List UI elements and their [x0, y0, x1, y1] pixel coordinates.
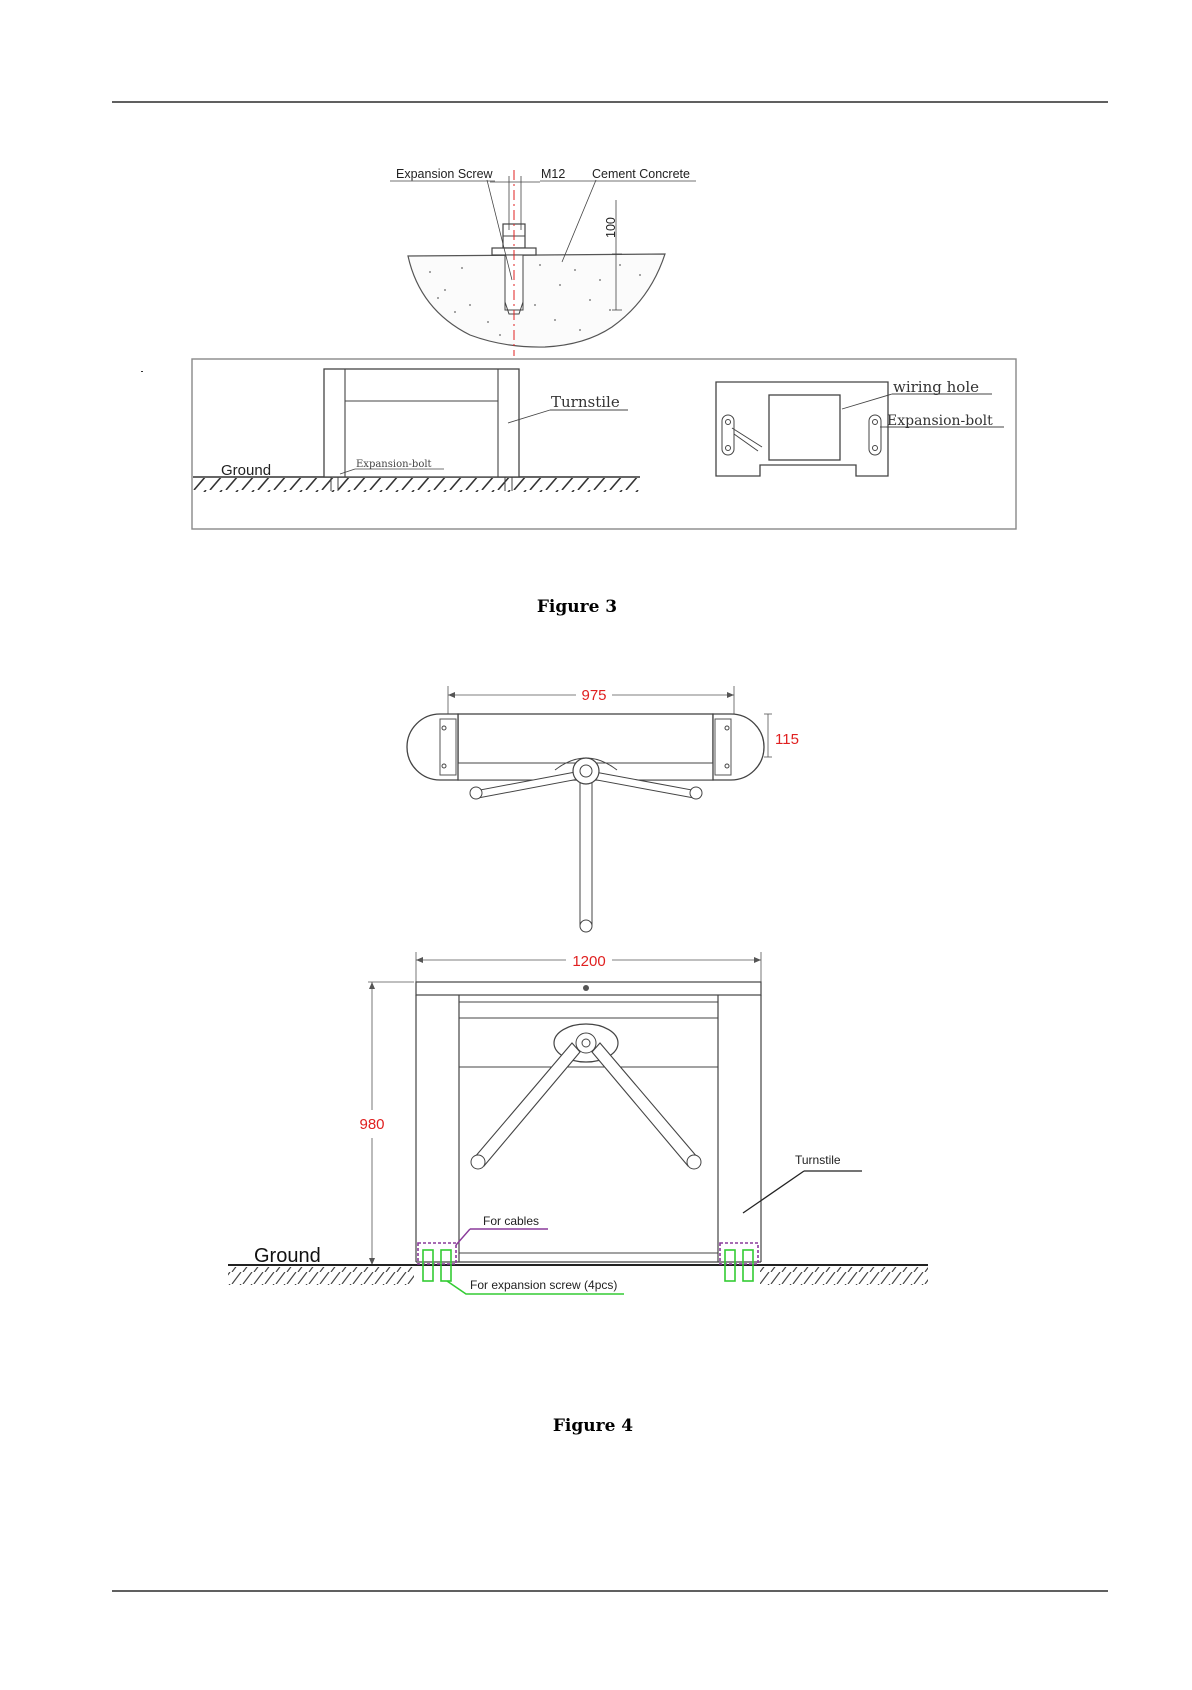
dim-115-label: 115 [775, 731, 799, 748]
for-cables-label: For cables [483, 1214, 540, 1228]
depth-100-label: 100 [604, 217, 618, 238]
cable-holes [418, 1229, 758, 1264]
stray-mark [141, 371, 143, 372]
turnstile-label-side: Turnstile [551, 393, 620, 411]
ground-label-side: Ground [221, 462, 272, 479]
turnstile-top-view [407, 686, 772, 932]
m12-label: M12 [541, 167, 566, 181]
turnstile-label-front: Turnstile [795, 1153, 841, 1167]
expansion-bolt-label-side: Expansion-bolt [356, 459, 432, 470]
dim-980-label: 980 [359, 1116, 385, 1133]
dim-1200-label: 1200 [572, 953, 606, 970]
figure4-caption: Figure 4 [552, 1416, 634, 1436]
anchor-detail-drawing [390, 170, 696, 356]
figure3-caption: Figure 3 [536, 597, 618, 617]
turnstile-front-view [228, 952, 928, 1285]
dim-975-label: 975 [581, 687, 607, 704]
wiring-hole-label: wiring hole [893, 378, 980, 396]
for-expansion-screw-label: For expansion screw (4pcs) [470, 1278, 618, 1292]
expansion-bolt-label-base: Expansion-bolt [887, 413, 993, 429]
ground-label-front: Ground [254, 1245, 321, 1267]
cement-concrete-label: Cement Concrete [592, 167, 690, 181]
expansion-screw-label: Expansion Screw [396, 167, 493, 181]
